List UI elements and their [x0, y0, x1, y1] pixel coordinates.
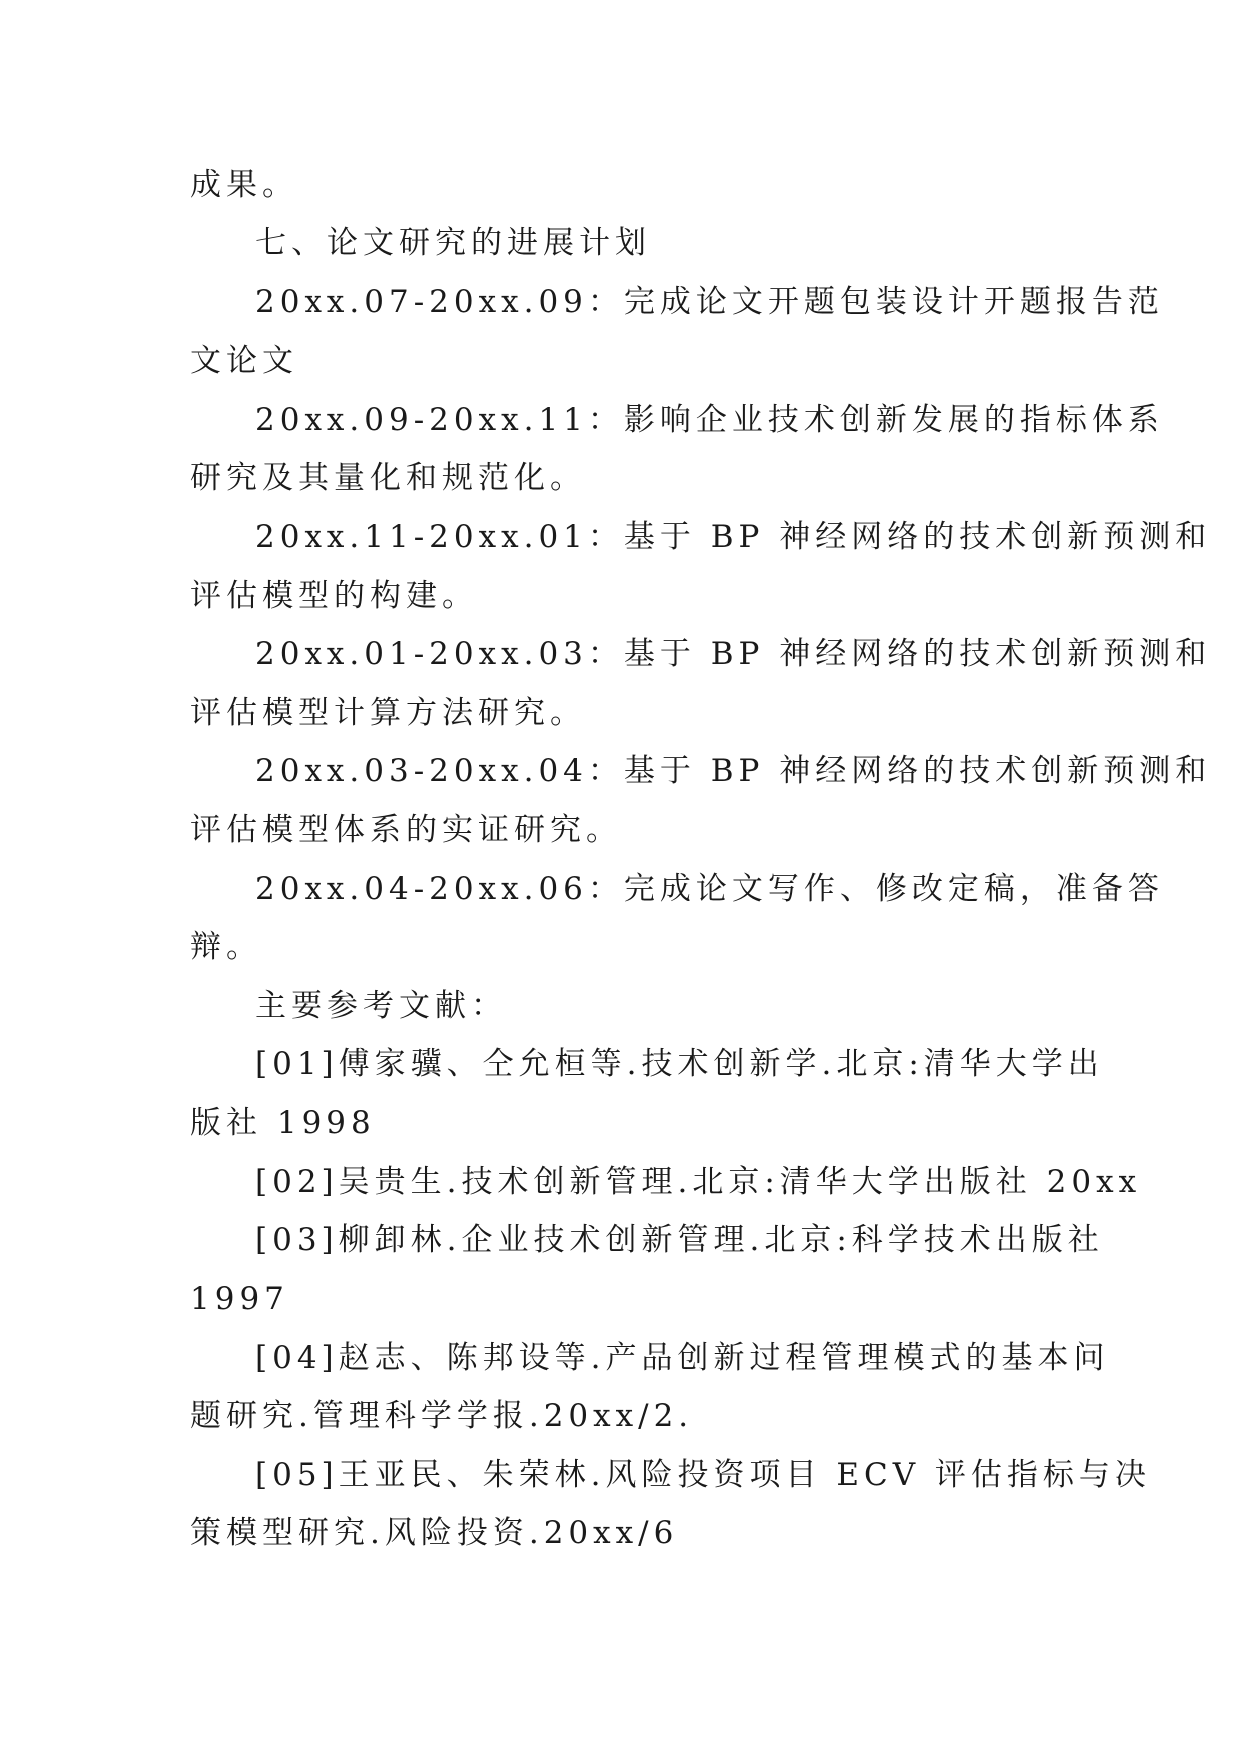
reference-05-line-2: 策模型研究.风险投资.20xx/6: [190, 1515, 679, 1551]
reference-01-line-2: 版社 1998: [190, 1105, 376, 1141]
plan-item-4-line-2: 评估模型计算方法研究。: [190, 695, 586, 731]
plan-item-3-line-2: 评估模型的构建。: [190, 578, 478, 614]
reference-01-line-1: [01]傅家骥、仝允桓等.技术创新学.北京:清华大学出: [255, 1046, 1104, 1082]
plan-item-6-line-1: 20xx.04-20xx.06：完成论文写作、修改定稿，准备答: [255, 871, 1164, 907]
reference-03-line-2: 1997: [190, 1281, 289, 1317]
text-line-1: 成果。: [190, 167, 298, 203]
plan-item-2-line-1: 20xx.09-20xx.11：影响企业技术创新发展的指标体系: [255, 402, 1164, 438]
references-heading: 主要参考文献：: [255, 988, 507, 1024]
plan-item-5-line-2: 评估模型体系的实证研究。: [190, 812, 622, 848]
reference-04-line-1: [04]赵志、陈邦设等.产品创新过程管理模式的基本问: [255, 1340, 1110, 1376]
reference-03-line-1: [03]柳卸林.企业技术创新管理.北京:科学技术出版社: [255, 1222, 1104, 1258]
plan-item-4-line-1: 20xx.01-20xx.03：基于 BP 神经网络的技术创新预测和: [255, 636, 1212, 672]
reference-04-line-2: 题研究.管理科学学报.20xx/2.: [190, 1398, 694, 1434]
plan-item-3-line-1: 20xx.11-20xx.01：基于 BP 神经网络的技术创新预测和: [255, 519, 1212, 555]
plan-item-1-line-1: 20xx.07-20xx.09：完成论文开题包装设计开题报告范: [255, 284, 1164, 320]
reference-05-line-1: [05]王亚民、朱荣林.风险投资项目 ECV 评估指标与决: [255, 1457, 1151, 1493]
plan-item-6-line-2: 辩。: [190, 929, 262, 965]
section-heading-progress-plan: 七、论文研究的进展计划: [255, 225, 651, 261]
plan-item-2-line-2: 研究及其量化和规范化。: [190, 460, 586, 496]
reference-02: [02]吴贵生.技术创新管理.北京:清华大学出版社 20xx: [255, 1164, 1142, 1200]
plan-item-1-line-2: 文论文: [190, 343, 298, 379]
plan-item-5-line-1: 20xx.03-20xx.04：基于 BP 神经网络的技术创新预测和: [255, 753, 1212, 789]
